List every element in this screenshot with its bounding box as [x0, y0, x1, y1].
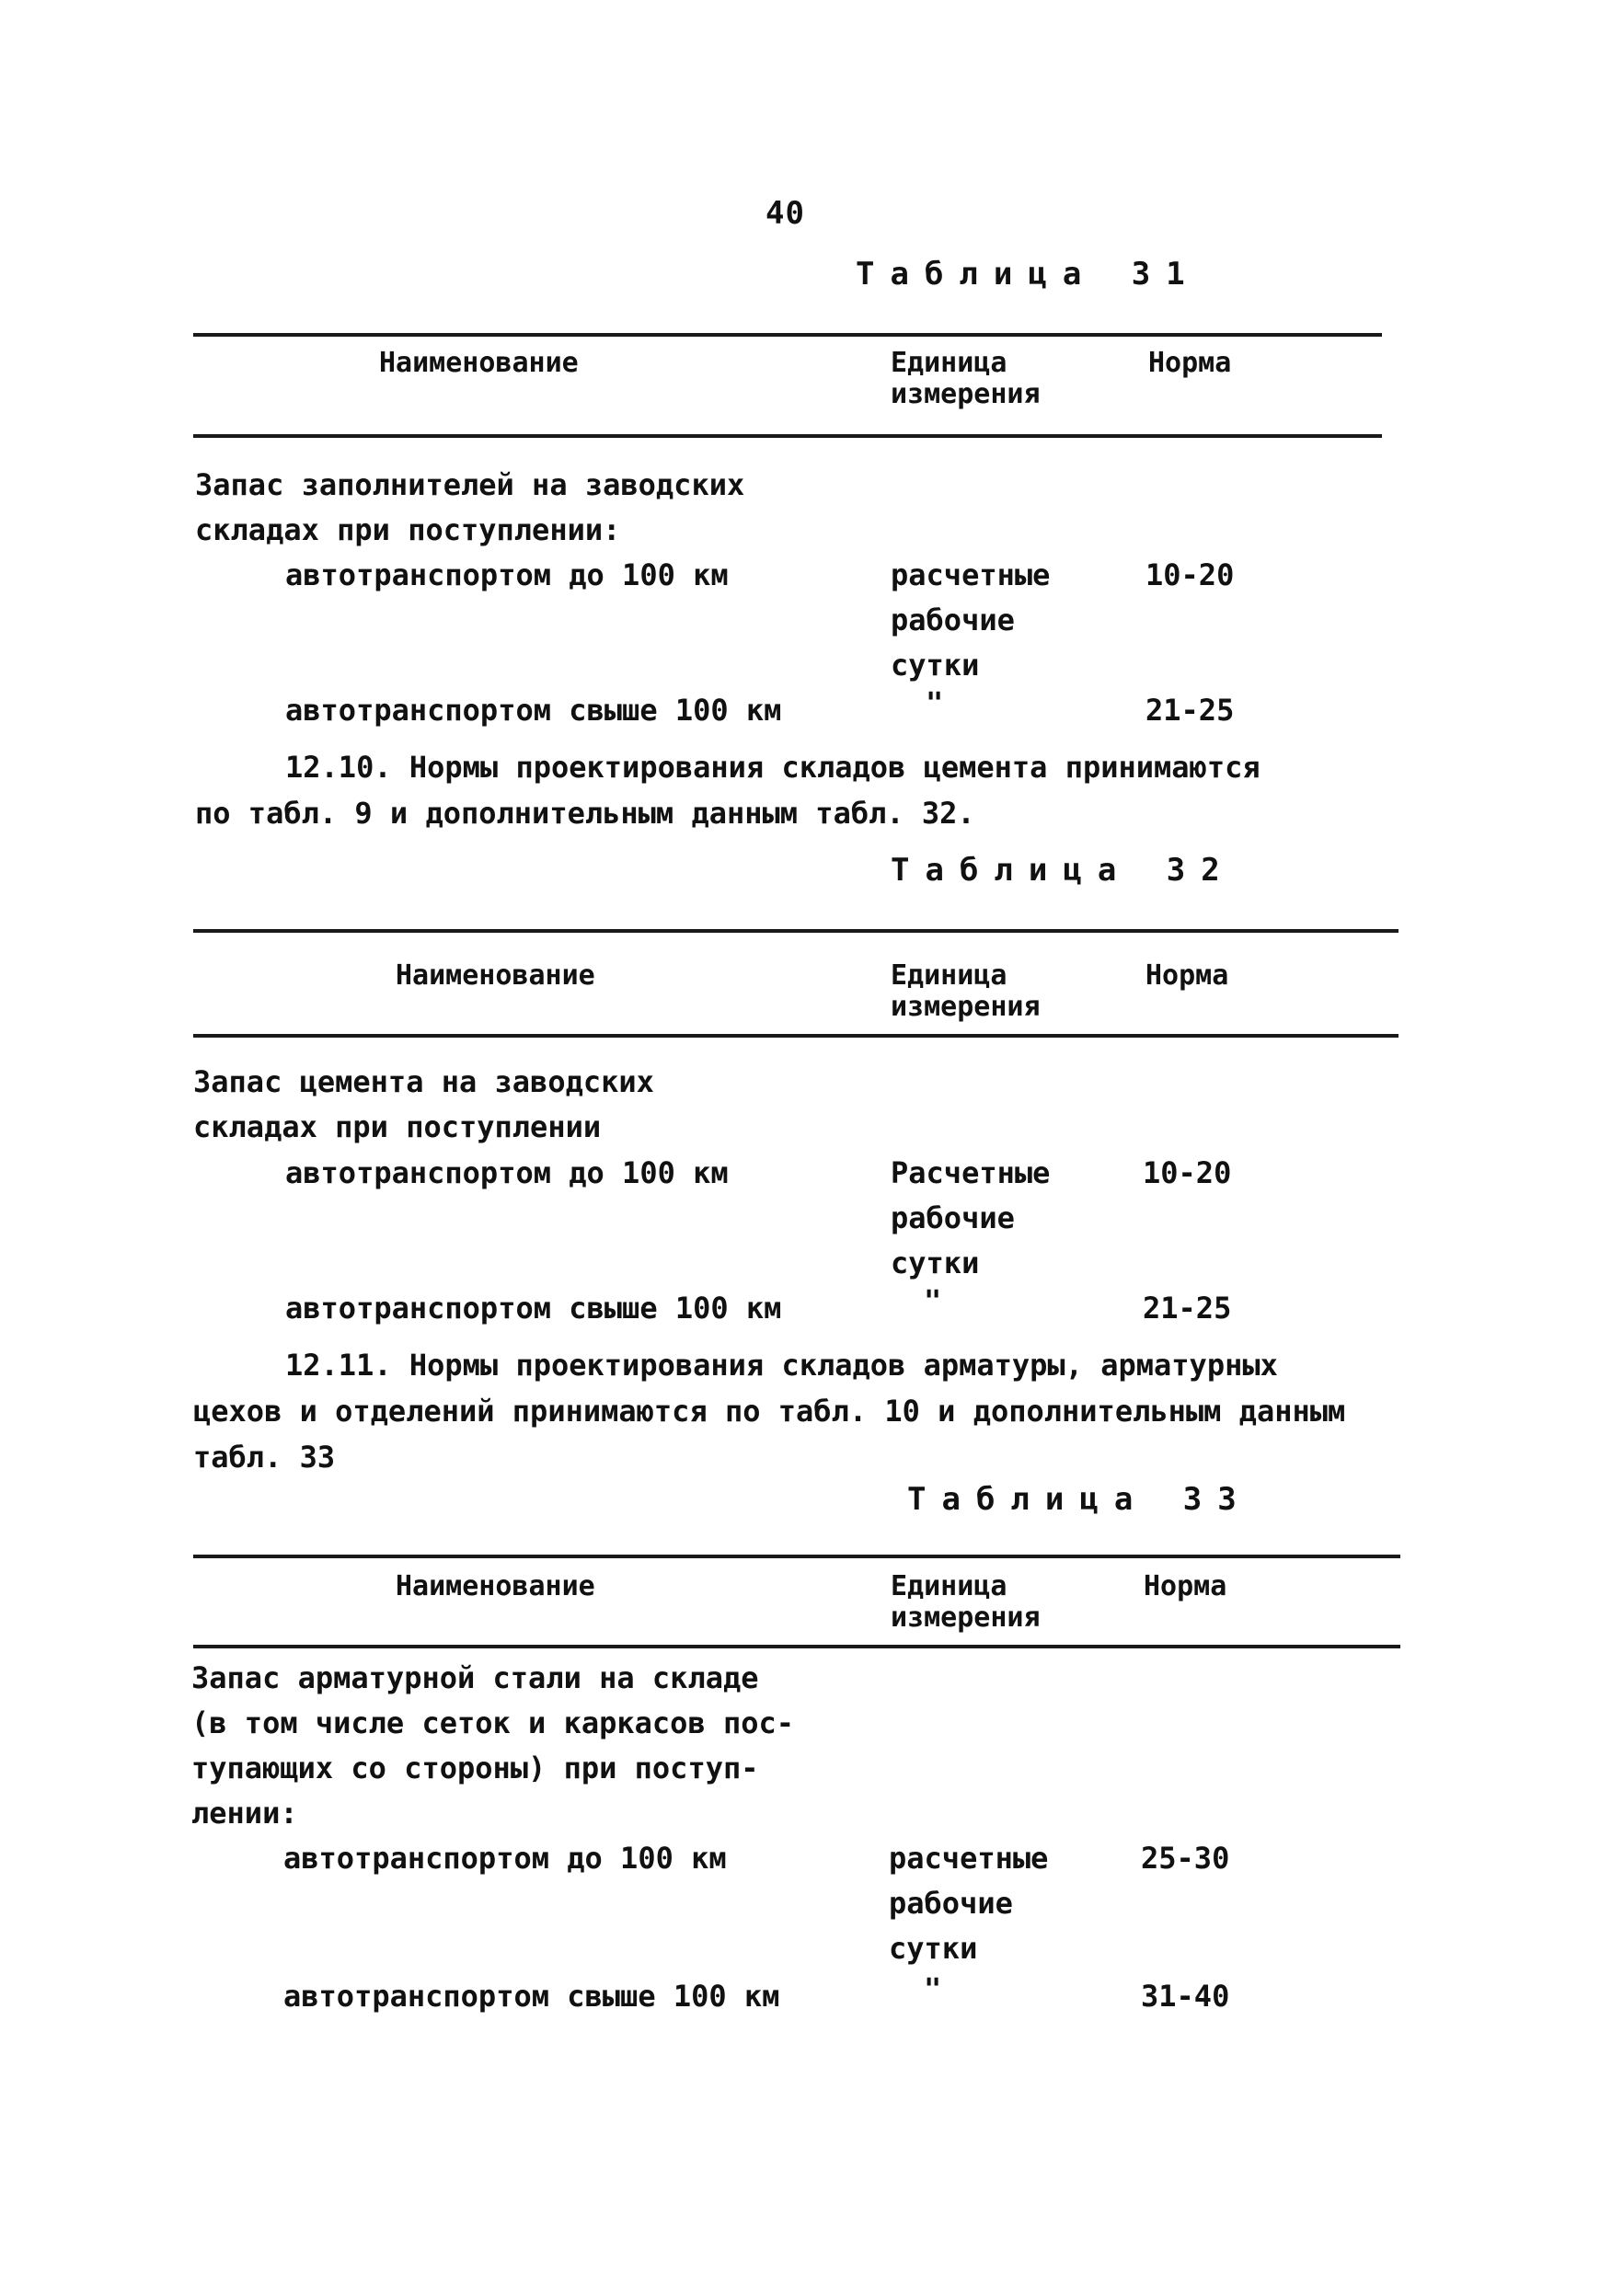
table-31-intro-line: Запас заполнителей на заводских: [195, 467, 745, 502]
table-33-caption: Таблица 33: [907, 1481, 1252, 1518]
table-33-row-name: автотранспортом до 100 км: [283, 1841, 727, 1876]
table-32-row-norm: 10-20: [1143, 1155, 1232, 1190]
table-31-row-name: автотранспортом до 100 км: [285, 557, 729, 592]
table-32-header-name: Наименование: [396, 959, 595, 992]
table-31-caption: Таблица 31: [856, 256, 1201, 293]
table-32-caption: Таблица 32: [891, 852, 1236, 889]
table-31-header-norm: Норма: [1148, 347, 1232, 379]
table-33-header-unit-line1: Единица: [891, 1570, 1007, 1602]
paragraph-12-10-line: 12.10. Нормы проектирования складов цемента принимаются: [285, 750, 1260, 785]
table-31-row-norm: 10-20: [1145, 557, 1235, 592]
paragraph-12-11-line: табл. 33: [193, 1440, 336, 1475]
table-31-header-unit-line1: Единица: [891, 347, 1007, 379]
table-32-header-unit-line2: измерения: [891, 991, 1041, 1023]
table-32-intro-line: Запас цемента на заводских: [193, 1064, 654, 1099]
paragraph-12-10-line: по табл. 9 и дополнительным данным табл. 32.: [195, 796, 975, 831]
table-32-top-rule: [193, 929, 1399, 933]
paragraph-12-11-line: цехов и отделений принимаются по табл. 10 и дополнительным данным: [193, 1394, 1346, 1429]
table-31-row-name: автотранспортом свыше 100 км: [285, 693, 782, 728]
table-33-row-name: автотранспортом свыше 100 км: [283, 1979, 780, 2014]
table-32-intro-line: складах при поступлении: [193, 1109, 602, 1144]
table-33-intro-line: лении:: [191, 1796, 298, 1831]
table-32-row-name: автотранспортом до 100 км: [285, 1155, 729, 1190]
table-32-row-unit: ": [924, 1283, 942, 1318]
table-33-header-name: Наименование: [396, 1570, 595, 1602]
table-33-row-unit: сутки: [889, 1931, 978, 1966]
table-32-row-unit: сутки: [891, 1246, 980, 1280]
table-32-row-name: автотранспортом свыше 100 км: [285, 1291, 782, 1326]
table-33-top-rule: [193, 1555, 1400, 1558]
page-number: 40: [765, 195, 805, 232]
table-32-row-unit: Расчетные: [891, 1155, 1051, 1190]
table-31-intro-line: складах при поступлении:: [195, 512, 621, 547]
table-32-row-unit: рабочие: [891, 1200, 1015, 1235]
table-33-header-rule: [193, 1645, 1400, 1648]
table-33-row-unit: расчетные: [889, 1841, 1049, 1876]
table-31-row-unit: сутки: [891, 648, 980, 683]
table-31-header-name: Наименование: [379, 347, 579, 379]
table-31-row-norm: 21-25: [1145, 693, 1235, 728]
table-31-row-unit: ": [926, 685, 944, 720]
table-33-intro-line: тупающих со стороны) при поступ-: [191, 1751, 759, 1785]
table-32-header-rule: [193, 1034, 1399, 1038]
table-32-header-unit-line1: Единица: [891, 959, 1007, 992]
table-33-row-norm: 25-30: [1141, 1841, 1230, 1876]
table-31-row-unit: рабочие: [891, 603, 1015, 637]
table-33-row-norm: 31-40: [1141, 1979, 1230, 2014]
table-32-row-norm: 21-25: [1143, 1291, 1232, 1326]
table-33-intro-line: (в том числе сеток и каркасов пос-: [191, 1705, 795, 1740]
table-31-header-rule: [193, 434, 1382, 438]
table-33-row-unit: ": [924, 1971, 942, 2006]
table-31-top-rule: [193, 333, 1382, 337]
table-33-row-unit: рабочие: [889, 1886, 1013, 1921]
table-32-header-norm: Норма: [1145, 959, 1229, 992]
table-33-header-norm: Норма: [1144, 1570, 1227, 1602]
table-33-intro-line: Запас арматурной стали на складе: [191, 1660, 759, 1695]
table-31-header-unit-line2: измерения: [891, 378, 1041, 410]
table-31-row-unit: расчетные: [891, 557, 1051, 592]
table-33-header-unit-line2: измерения: [891, 1601, 1041, 1634]
paragraph-12-11-line: 12.11. Нормы проектирования складов арматуры, арматурных: [285, 1348, 1278, 1383]
